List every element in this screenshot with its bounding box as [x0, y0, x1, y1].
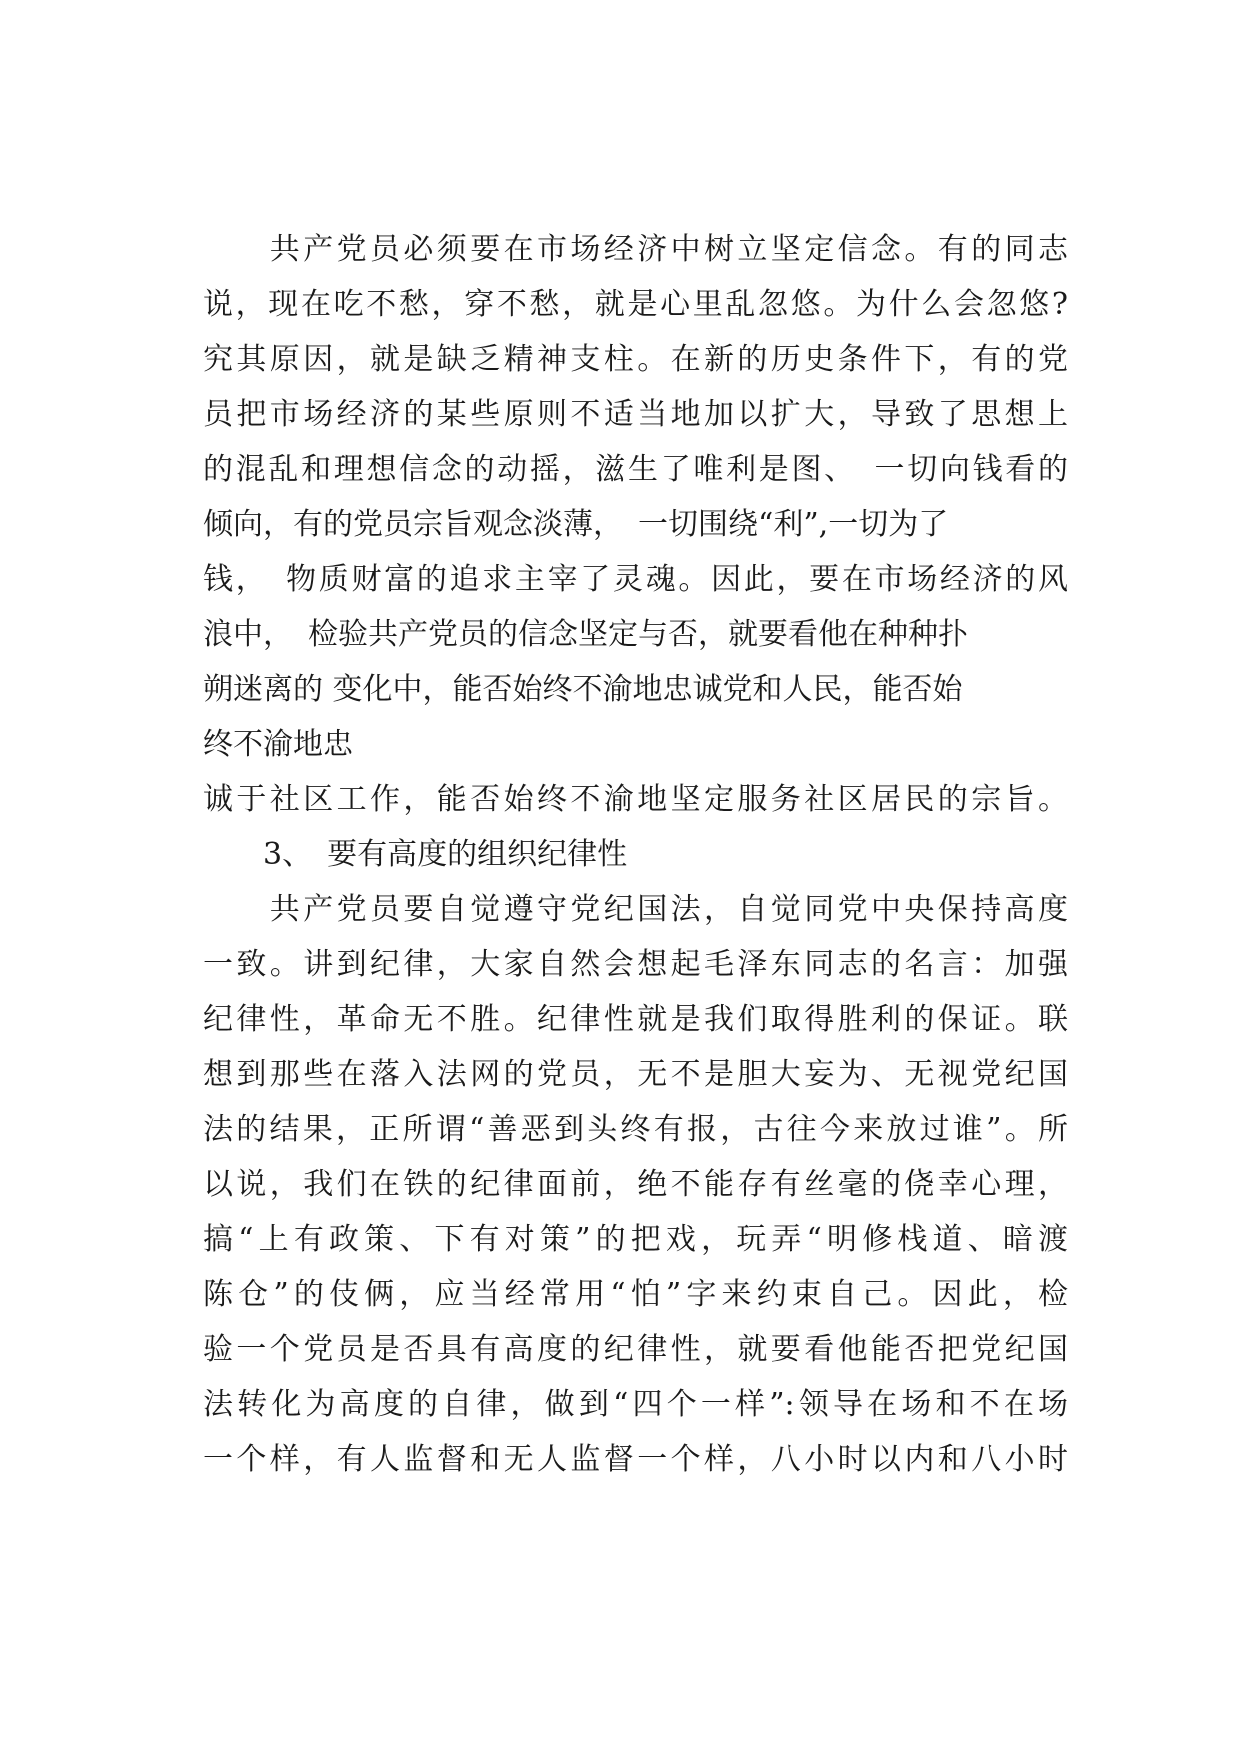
text-line: 共产党员要自觉遵守党纪国法，自觉同党中央保持高度	[203, 892, 1068, 927]
text-line: 究其原因，就是缺乏精神支柱。在新的历史条件下，有的党	[203, 342, 1068, 377]
text-line: 共产党员必须要在市场经济中树立坚定信念。有的同志	[203, 232, 1068, 267]
text-line: 诚于社区工作，能否始终不渝地坚定服务社区居民的宗旨。	[203, 782, 1068, 817]
text-line: 倾向，有的党员宗旨观念淡薄， 一切围绕“利”,一切为了	[203, 507, 949, 542]
text-line: 钱， 物质财富的追求主宰了灵魂。因此，要在市场经济的风	[203, 562, 1068, 597]
text-line: 陈仓”的伎俩，应当经常用“怕”字来约束自己。因此，检	[203, 1277, 1068, 1312]
text-line: 一个样，有人监督和无人监督一个样，八小时以内和八小时	[203, 1442, 1068, 1477]
section-heading: 3、 要有高度的组织纪律性	[203, 837, 628, 872]
text-line: 法转化为高度的自律，做到“四个一样”:领导在场和不在场	[203, 1387, 1068, 1422]
text-line: 员把市场经济的某些原则不适当地加以扩大，导致了思想上	[203, 397, 1068, 432]
text-line: 验一个党员是否具有高度的纪律性，就要看他能否把党纪国	[203, 1332, 1068, 1367]
text-line: 朔迷离的 变化中，能否始终不渝地忠诚党和人民，能否始	[203, 672, 963, 707]
text-line: 搞“上有政策、下有对策”的把戏，玩弄“明修栈道、暗渡	[203, 1222, 1068, 1257]
text-line: 想到那些在落入法网的党员，无不是胆大妄为、无视党纪国	[203, 1057, 1068, 1092]
text-line: 法的结果，正所谓“善恶到头终有报，古往今来放过谁”。所	[203, 1112, 1068, 1147]
text-line: 的混乱和理想信念的动摇，滋生了唯利是图、 一切向钱看的	[203, 452, 1068, 487]
text-line: 浪中， 检验共产党员的信念坚定与否，就要看他在种种扑	[203, 617, 968, 652]
text-line: 一致。讲到纪律，大家自然会想起毛泽东同志的名言：加强	[203, 947, 1068, 982]
text-line: 终不渝地忠	[203, 727, 353, 762]
text-line: 纪律性，革命无不胜。纪律性就是我们取得胜利的保证。联	[203, 1002, 1068, 1037]
text-line: 以说，我们在铁的纪律面前，绝不能存有丝毫的侥幸心理，	[203, 1167, 1068, 1202]
body-text	[203, 222, 1068, 1487]
text-line: 说，现在吃不愁，穿不愁，就是心里乱忽悠。为什么会忽悠?	[203, 287, 1068, 322]
